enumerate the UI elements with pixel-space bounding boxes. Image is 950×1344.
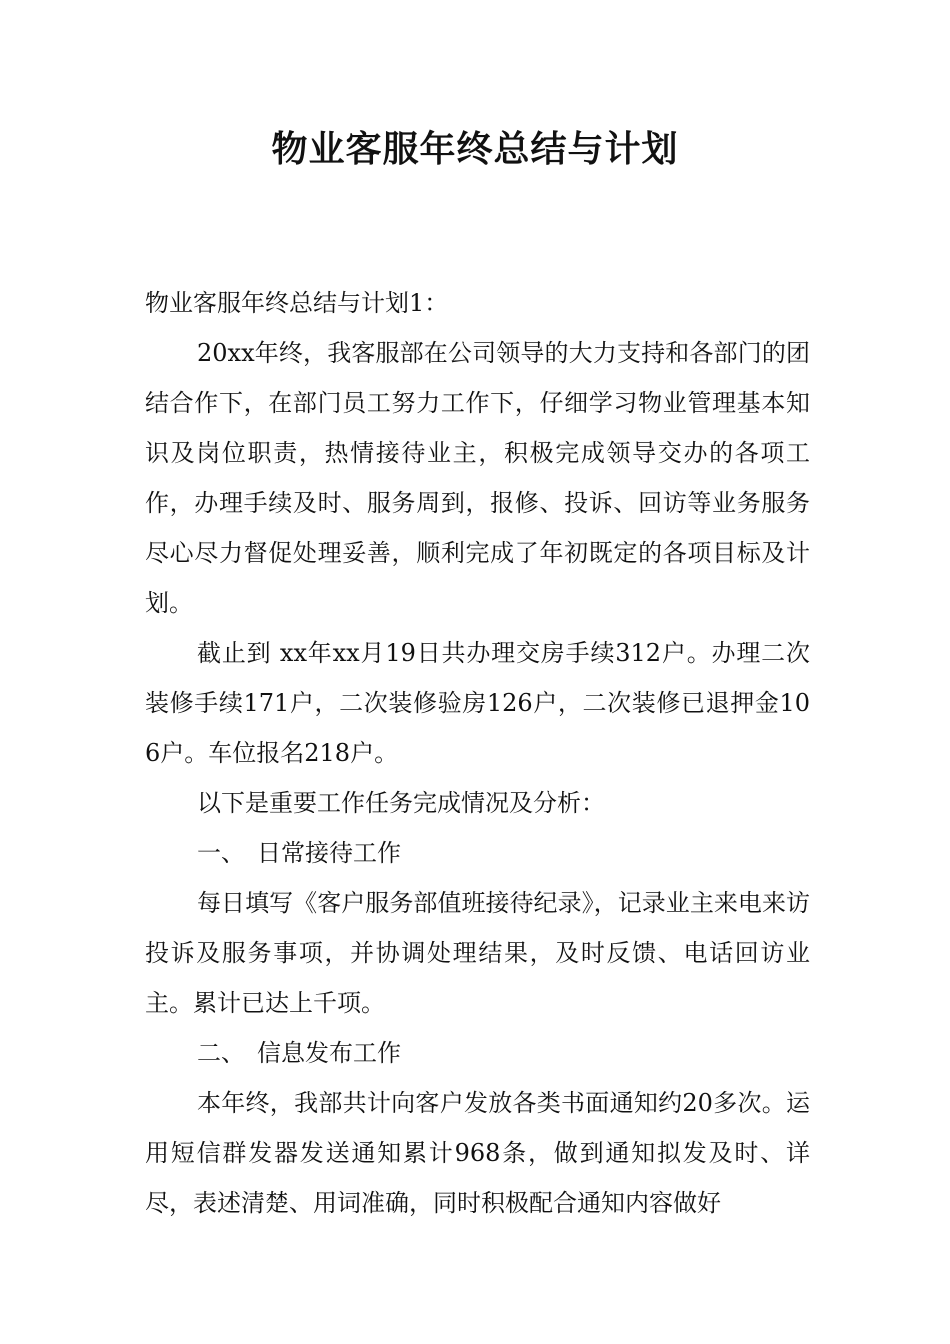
item-heading-reception: 一、 日常接待工作 — [197, 839, 401, 867]
item-heading-information: 二、 信息发布工作 — [197, 1039, 401, 1067]
document-title: 物业客服年终总结与计划 — [271, 129, 679, 170]
paragraph-intro: 20xx年终，我客服部在公司领导的大力支持和各部门的团结合作下，在部门员工努力工作下，仔细学习物业管理基本知识及岗位职责，热情接待业主，积极完成领导交办的各项工作，办理手续及时、服务周到，报修、投诉、回访等业务服务尽心尽力督促处理妥善，顺利完成了年初既定的各项目标及计划。 — [145, 339, 810, 617]
paragraph-overview: 以下是重要工作任务完成情况及分析： — [197, 789, 605, 817]
document-body — [145, 278, 810, 1228]
paragraph-statistics: 截止到 xx年xx月19日共办理交房手续312户。办理二次装修手续171户，二次装修验房126户，二次装修已退押金106户。车位报名218户。 — [145, 639, 810, 767]
section-heading: 物业客服年终总结与计划1： — [145, 289, 449, 317]
paragraph-reception: 每日填写《客户服务部值班接待纪录》，记录业主来电来访投诉及服务事项，并协调处理结果，及时反馈、电话回访业主。累计已达上千项。 — [145, 889, 810, 1017]
paragraph-information: 本年终，我部共计向客户发放各类书面通知约20多次。运用短信群发器发送通知累计968条，做到通知拟发及时、详尽，表述清楚、用词准确，同时积极配合通知内容做好 — [145, 1089, 810, 1217]
